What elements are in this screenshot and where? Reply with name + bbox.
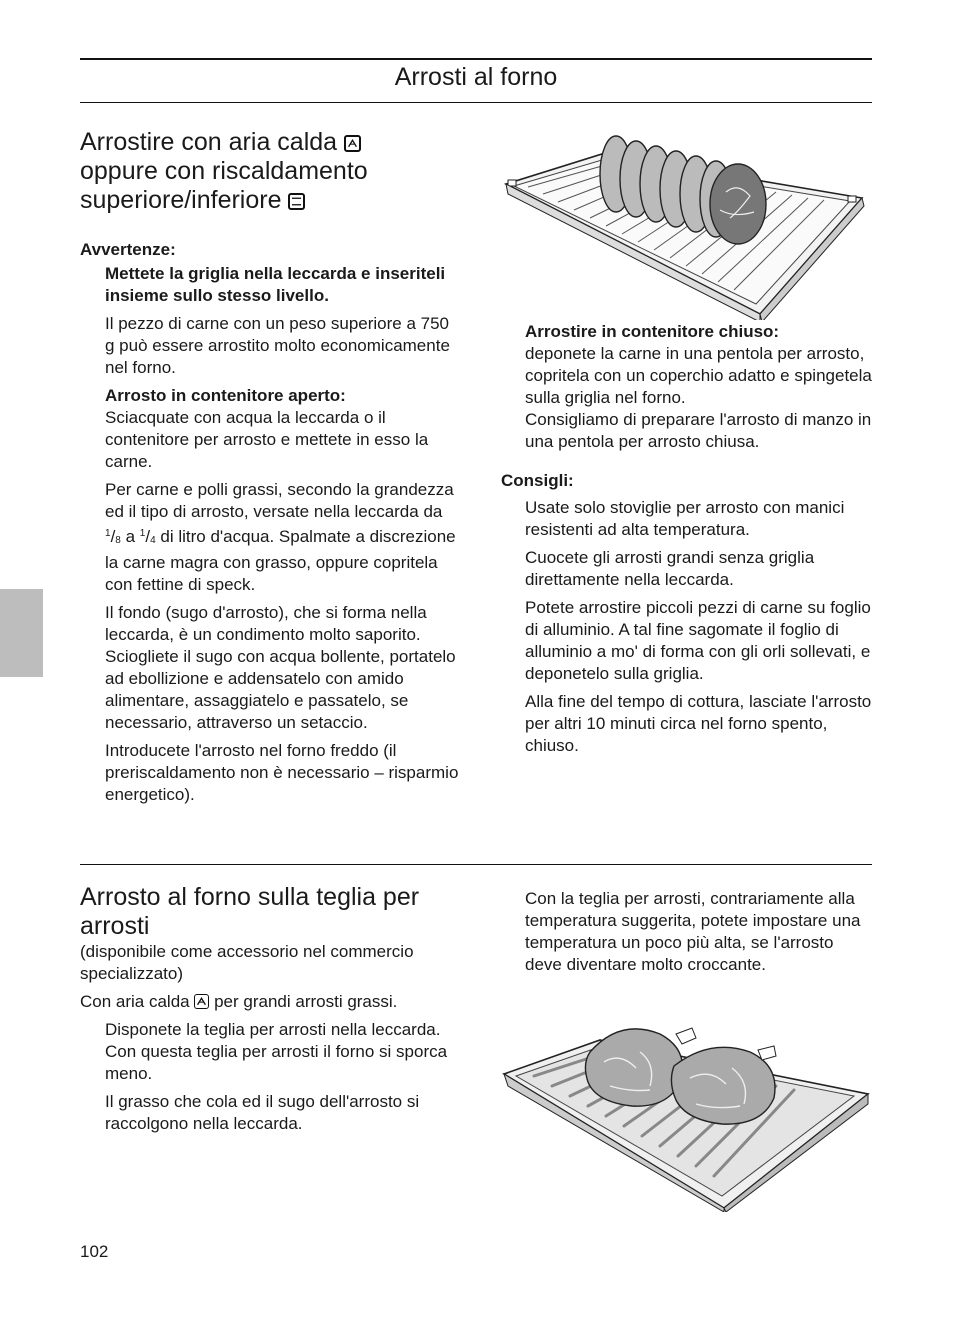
section1-heading [80, 128, 500, 215]
section2-heading: Arrosto al forno sulla teglia per arrosti [80, 883, 420, 940]
heading-line-2: oppure con riscaldamento [80, 157, 368, 185]
tip-1: Usate solo stoviglie per arrosto con manici resistenti ad alta temperatura. [525, 498, 845, 539]
fraction2-den: 4 [150, 535, 156, 546]
fraction1-num: 1 [105, 528, 111, 539]
top-bottom-heat-icon [288, 193, 305, 210]
closed-container-text-2: Consigliamo di preparare l'arrosto di manzo in una pentola per arrosto chiusa. [525, 410, 872, 451]
mode-text-a: Con aria calda [80, 992, 190, 1011]
page-header-title: Arrosti al forno [394, 63, 558, 91]
section2-right-paragraph: Con la teglia per arrosti, contrariamente alla temperatura suggerita, potete impostare una temperatura un poco più alta, se l'arrosto deve diventare molto croccante. [525, 889, 861, 974]
closed-container-label: Arrostire in contenitore chiuso: [525, 322, 780, 341]
mode-text-b: per grandi arrosti grassi. [214, 992, 398, 1011]
tip-4: Alla fine del tempo di cottura, lasciate l'arrosto per altri 10 minuti circa nel forno spento, chiuso. [525, 692, 872, 755]
warning-text: Mettete la griglia nella leccarda e inseriteli insieme sullo stesso livello. [105, 264, 446, 305]
weight-paragraph: Il pezzo di carne con un peso superiore a 750 g può essere arrostito molto economicamente nel forno. [105, 314, 450, 377]
fat-meat-text-a: Per carne e polli grassi, secondo la grandezza ed il tipo di arrosto, versate nella leccarda da [105, 480, 454, 521]
section2-paragraph-1: Disponete la teglia per arrosti nella leccarda. Con questa teglia per arrosti il forno si sporca meno. [105, 1020, 448, 1083]
fat-meat-text-b: di litro d'acqua. Spalmate a discrezione la carne magra con grasso, oppure copritela con fettine di speck. [105, 527, 456, 594]
section-divider [80, 864, 872, 865]
fraction2-num: 1 [139, 528, 146, 539]
hot-air-fan-icon [194, 994, 209, 1009]
warnings-label: Avvertenze: [80, 240, 176, 259]
header-bottom-rule [80, 102, 872, 103]
heading-line-3: superiore/inferiore [80, 186, 282, 214]
cold-oven-paragraph: Introducete l'arrosto nel forno freddo (il preriscaldamento non è necessario – risparmio energetico). [105, 741, 459, 804]
tips-label: Consigli: [501, 471, 574, 490]
page-number: 102 [80, 1242, 109, 1261]
chapter-side-tab [0, 589, 43, 677]
section2-subheading: (disponibile come accessorio nel commercio specializzato) [80, 942, 414, 983]
open-container-text: Sciacquate con acqua la leccarda o il contenitore per arrosto e mettete in esso la carne. [105, 408, 429, 471]
roast-on-grill-illustration [498, 122, 870, 320]
closed-container-text: deponete la carne in una pentola per arrosto, copritela con un coperchio adatto e spingetela sulla griglia nel forno. [525, 344, 872, 407]
hot-air-fan-icon [344, 135, 361, 152]
section1-left-column [80, 239, 460, 812]
gravy-paragraph: Il fondo (sugo d'arrosto), che si forma nella leccarda, è un condimento molto saporito. Sciogliete il sugo con acqua bollente, portatelo ad ebollizione e addensatelo con amido alimentare, assaggiatelo e passatelo, se necessario, attraverso un setaccio. [105, 603, 456, 732]
section1-right-column [501, 321, 873, 763]
section2-left-column [80, 883, 470, 1141]
section2-paragraph-2: Il grasso che cola ed il sugo dell'arrosto si raccolgono nella leccarda. [105, 1092, 420, 1133]
fraction1-den: 8 [115, 535, 121, 546]
roasting-tray-illustration [500, 1012, 872, 1212]
heading-line-1: Arrostire con aria calda [80, 128, 338, 156]
fat-meat-paragraph: Per carne e polli grassi, secondo la grandezza ed il tipo di arrosto, versate nella leccarda da $^1$/8 a $^1$/4 di litro d'acqua. Spalmate a discrezione la carne magra con grasso, oppure copritela con fettine di speck. [105, 480, 456, 594]
tip-2: Cuocete gli arrosti grandi senza griglia direttamente nella leccarda. [525, 548, 815, 589]
tip-3: Potete arrostire piccoli pezzi di carne su foglio di alluminio. A tal fine sagomate il foglio di alluminio a mo' di forma con gli orli sollevati, e deponetelo sulla griglia. [525, 598, 871, 683]
header-top-rule [80, 58, 872, 60]
hot-air-mode-line [80, 991, 470, 1013]
fat-meat-text-mid: a [125, 527, 136, 546]
open-container-label: Arrosto in contenitore aperto: [105, 386, 346, 405]
open-container-paragraph [105, 385, 460, 473]
